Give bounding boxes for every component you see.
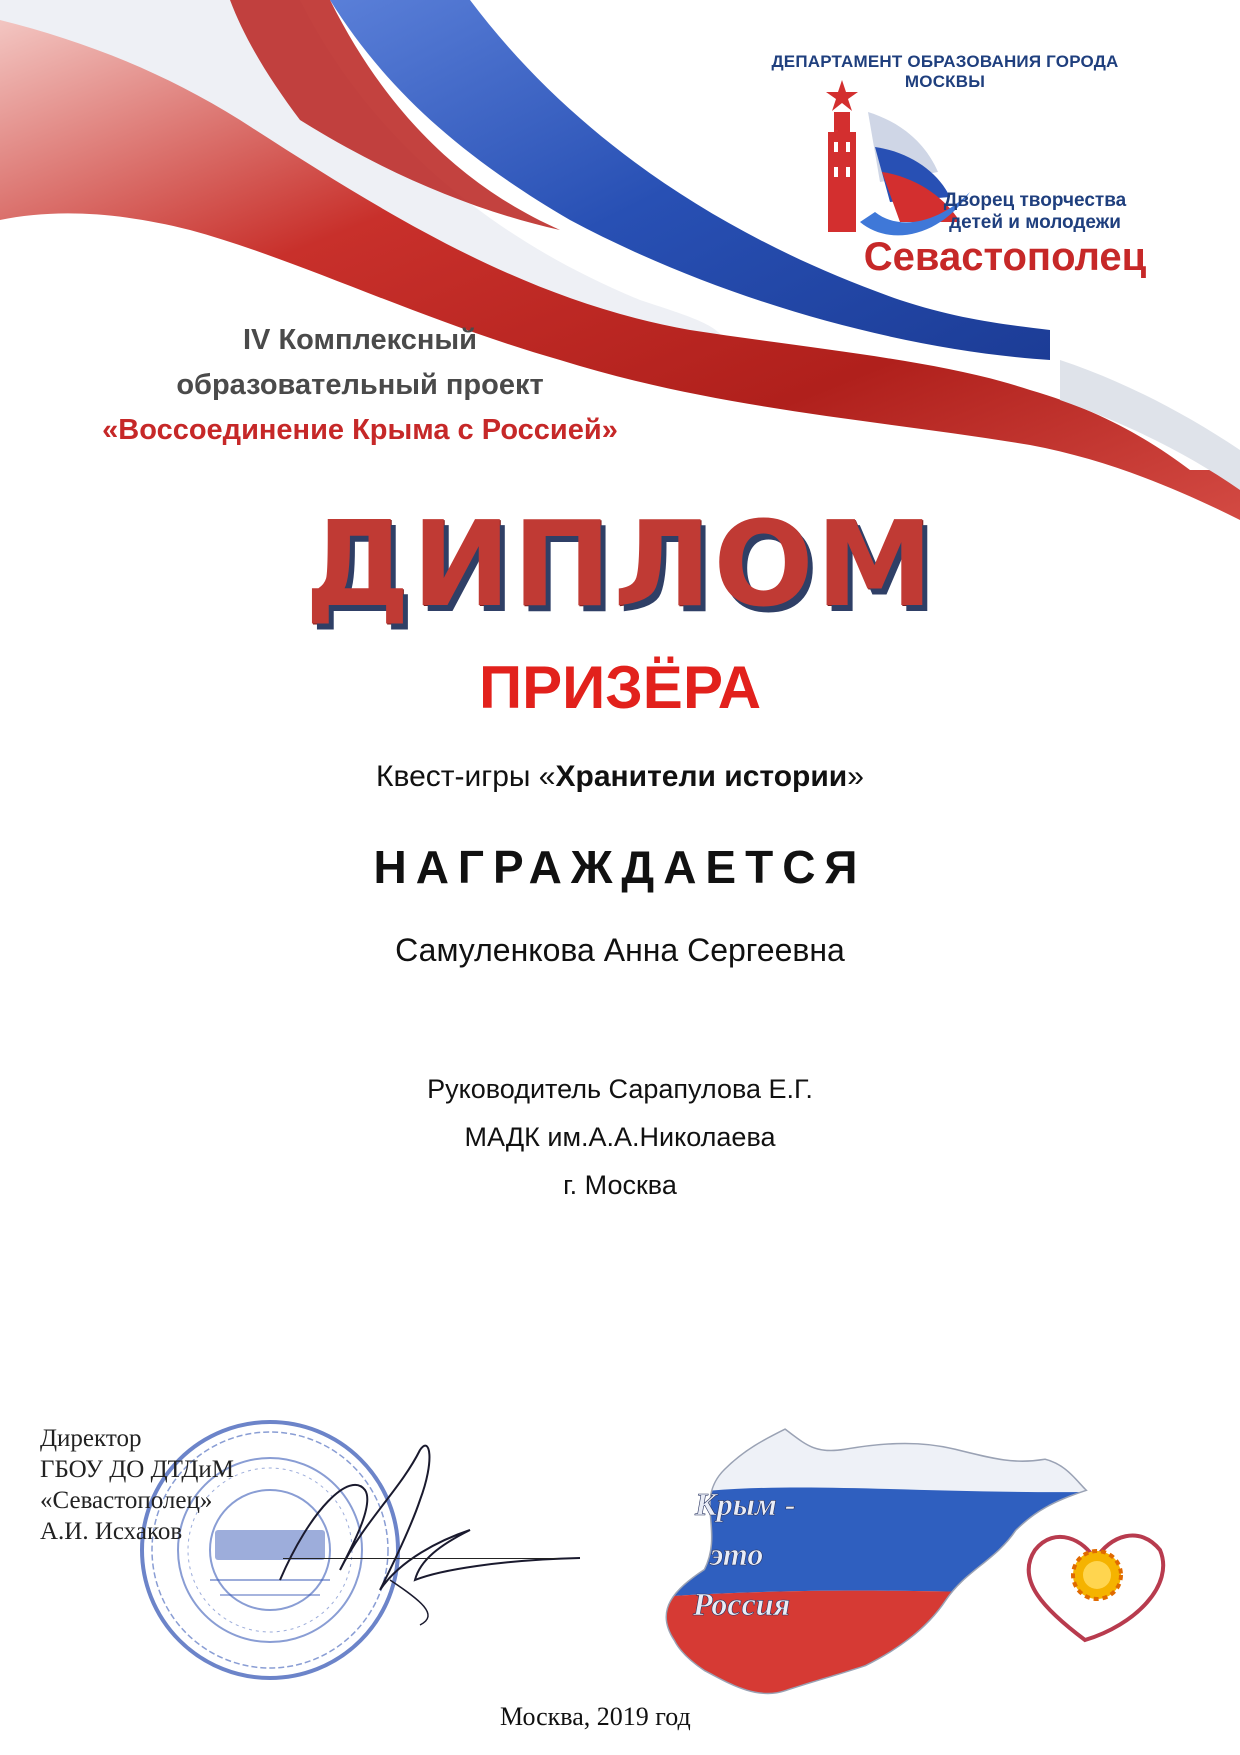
contest-prefix: Квест-игры «: [376, 760, 556, 793]
director-org: ГБОУ ДО ДТДиМ: [40, 1456, 235, 1483]
crimea-logo-line1: Крым -: [695, 1486, 796, 1522]
palace-subtitle-line2: детей и молодежи: [949, 212, 1121, 233]
diploma-subtitle: ПРИЗЁРА: [478, 654, 762, 721]
crimea-logo-line3: Россия: [693, 1586, 791, 1622]
project-title: [55, 318, 665, 453]
contest-name: Хранители истории: [555, 760, 848, 793]
director-org-name: «Севастополец»: [40, 1487, 213, 1514]
project-line2: образовательный проект: [176, 369, 544, 401]
city-line: г. Москва: [563, 1170, 677, 1200]
awarded-heading: НАГРАЖДАЕТСЯ: [373, 841, 867, 893]
contest-line: [0, 760, 1240, 794]
project-line1: IV Комплексный: [243, 324, 477, 356]
director-name: А.И. Исхаков: [40, 1518, 183, 1545]
diploma-title: ДИПЛОМ: [304, 495, 936, 633]
director-block: [40, 1423, 340, 1547]
footer-city-year: Москва, 2019 год: [500, 1702, 691, 1731]
supervisor-line: Руководитель Сарапулова Е.Г.: [427, 1074, 813, 1104]
project-line3: «Воссоединение Крыма с Россией»: [102, 414, 618, 446]
palace-subtitle: [930, 190, 1140, 234]
institution-line: МАДК им.А.А.Николаева: [464, 1122, 776, 1152]
crimea-russia-logo-icon: [615, 1410, 1175, 1730]
palace-subtitle-line1: Дворец творчества: [943, 190, 1127, 211]
palace-name: Севастополец: [863, 235, 1147, 279]
department-header: ДЕПАРТАМЕНТ ОБРАЗОВАНИЯ ГОРОДА МОСКВЫ: [771, 52, 1119, 91]
crimea-logo-line2: это: [710, 1536, 764, 1572]
signature-line: [283, 1558, 558, 1559]
recipient-details: [0, 1065, 1240, 1209]
recipient-name: Самуленкова Анна Сергеевна: [395, 932, 845, 968]
director-position: Директор: [40, 1425, 142, 1452]
contest-suffix: »: [847, 760, 864, 793]
